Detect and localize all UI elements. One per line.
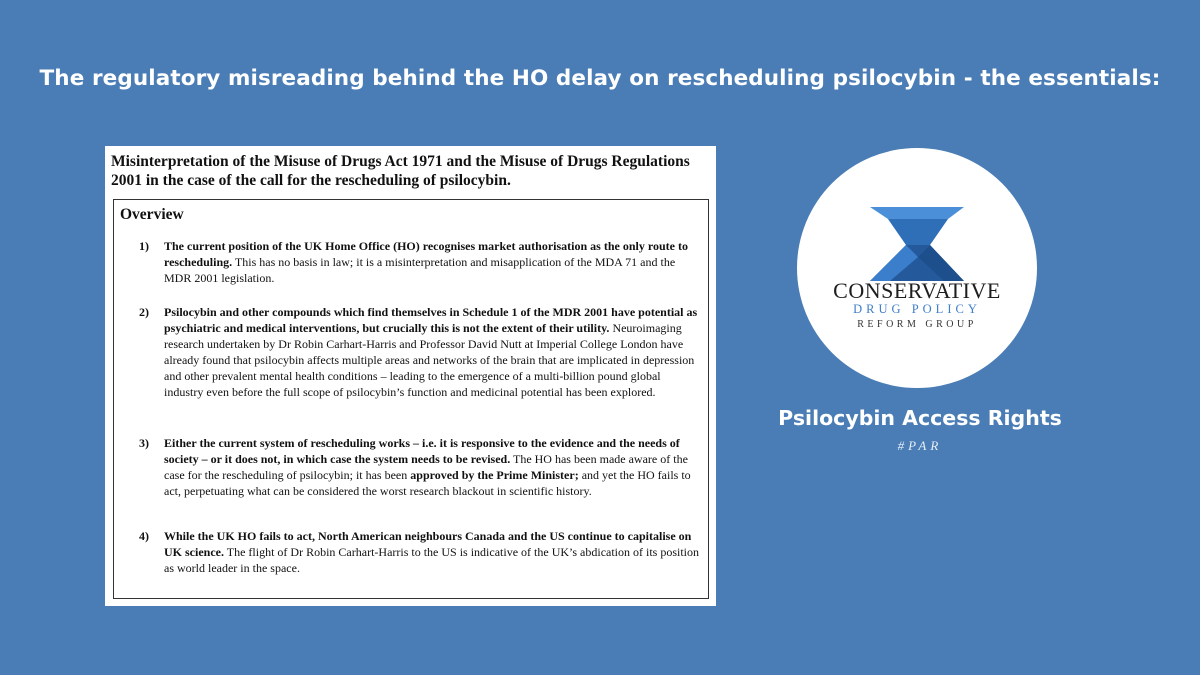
overview-item-3 — [139, 435, 701, 499]
logo-line-3: REFORM GROUP — [857, 319, 977, 330]
item-bold-text-2: approved by the Prime Minister; — [410, 468, 579, 482]
item-number: 4) — [139, 529, 149, 543]
item-number: 3) — [139, 436, 149, 450]
overview-item-1 — [139, 238, 701, 286]
organisation-logo — [797, 148, 1037, 388]
item-bold-text: The current position of the UK Home Office (HO) recognises market authorisation as the only route to rescheduling. — [164, 239, 688, 269]
item-text: This has no basis in law; it is a misinterpretation and misapplication of the MDA 71 and the MDR 2001 legislation. — [164, 255, 676, 285]
item-bold-text: Psilocybin and other compounds which find themselves in Schedule 1 of the MDR 2001 have potential as psychiatric and medical interventions, but crucially this is not the extent of their utility. — [164, 305, 698, 335]
overview-item-4 — [139, 528, 701, 576]
headline: The regulatory misreading behind the HO delay on rescheduling psilocybin - the essentials: — [39, 66, 1161, 91]
overview-heading: Overview — [120, 206, 184, 223]
item-number: 1) — [139, 239, 149, 253]
hourglass-logo-icon — [870, 205, 964, 283]
overview-item-2 — [139, 304, 701, 400]
item-bold-text: Either the current system of rescheduling works – i.e. it is responsive to the evidence and the needs of society – or it does not, in which case the system needs to be revised. — [164, 436, 680, 466]
item-bold-text: While the UK HO fails to act, North American neighbours Canada and the US continue to capitalise on UK science. — [164, 529, 692, 559]
item-number: 2) — [139, 305, 149, 319]
item-text: The flight of Dr Robin Carhart-Harris to the US is indicative of the UK’s abdication of its position as world leader in the space. — [164, 545, 700, 575]
document-title: Misinterpretation of the Misuse of Drugs Act 1971 and the Misuse of Drugs Regulations 2001 in the case of the call for the rescheduling of psilocybin. — [111, 153, 690, 189]
item-text: Neuroimaging research undertaken by Dr Robin Carhart-Harris and Professor David Nutt at Imperial College London have already found that psilocybin affects multiple areas and networks of the brain that are implicated in depression and other prevalent mental health conditions – leading to the emergence of a multi-billion pound global industry even before the full scope of psilocybin’s function and medicinal potential has been explored. — [164, 321, 695, 399]
logo-line-1: CONSERVATIVE — [833, 278, 1001, 303]
item-text-2: and yet the HO fails to act, perpetuating what can be considered the worst research blackout in scientific history. — [164, 468, 691, 498]
campaign-title: Psilocybin Access Rights — [778, 406, 1062, 430]
item-text: The HO has been made aware of the case for the rescheduling of psilocybin; it has been — [164, 452, 688, 482]
overview-box — [113, 199, 709, 599]
logo-line-2: DRUG POLICY — [853, 302, 981, 316]
campaign-hashtag: #PAR — [897, 438, 943, 453]
document-excerpt — [105, 146, 716, 606]
